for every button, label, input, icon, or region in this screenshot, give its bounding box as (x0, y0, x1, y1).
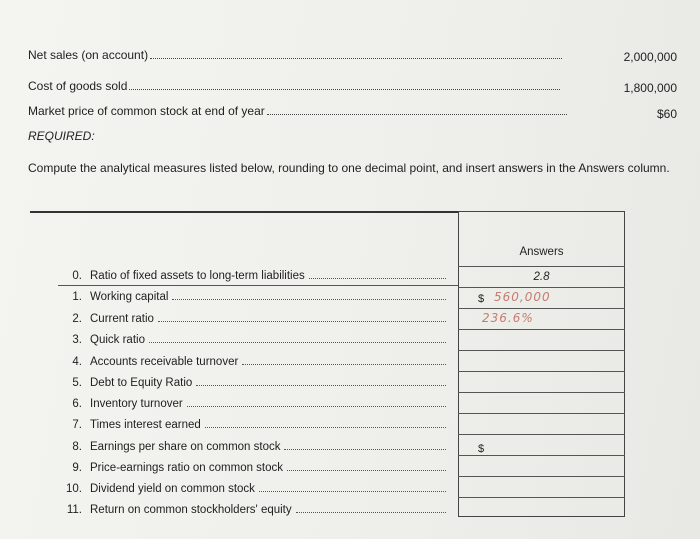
measure-row (58, 270, 446, 282)
row-separator (58, 285, 458, 286)
measure-row (58, 441, 446, 453)
measure-number: 7. (72, 419, 82, 431)
measure-number: 2. (72, 313, 82, 325)
answer-cell-line (458, 392, 625, 393)
answer-cell-line (458, 287, 625, 288)
measure-row (58, 462, 446, 474)
cogs-value: 1,800,000 (623, 81, 677, 95)
measure-label: Dividend yield on common stock (90, 483, 255, 495)
measure-row (58, 334, 446, 346)
measure-label: Debt to Equity Ratio (90, 377, 193, 389)
leader-dots (309, 278, 446, 279)
measure-row (58, 483, 446, 495)
required-heading: REQUIRED: (28, 129, 95, 143)
answer-cell-line (458, 266, 625, 267)
measure-number: 9. (72, 462, 82, 474)
measure-label: Earnings per share on common stock (90, 441, 281, 453)
leader-dots (259, 491, 446, 492)
answer-cell-line (458, 434, 625, 435)
answer-cell-line (458, 413, 625, 414)
measure-row (58, 313, 446, 325)
measure-label: Price-earnings ratio on common stock (90, 462, 284, 474)
leader-dots (267, 114, 567, 115)
answer-cell-line (458, 497, 625, 498)
cogs-label: Cost of goods sold (28, 79, 128, 93)
instruction-text: Compute the analytical measures listed below, rounding to one decimal point, and insert answers in the Answers column. (28, 161, 670, 175)
measure-label: Ratio of fixed assets to long-term liabilities (90, 270, 305, 282)
leader-dots (196, 385, 446, 386)
net-sales-value: 2,000,000 (623, 50, 677, 64)
measure-number: 5. (72, 377, 82, 389)
leader-dots (242, 364, 446, 365)
measure-row (58, 504, 446, 516)
answer-cell-line (458, 371, 625, 372)
market-price-value: $60 (656, 107, 677, 121)
leader-dots (172, 299, 446, 300)
measure-label: Inventory turnover (90, 398, 183, 410)
measure-label: Times interest earned (90, 419, 201, 431)
leader-dots (158, 321, 446, 322)
measure-number: 4. (72, 356, 82, 368)
measure-label: Quick ratio (90, 334, 145, 346)
measure-row (58, 377, 446, 389)
measure-number: 0. (72, 270, 82, 282)
answer-cell-line (458, 350, 625, 351)
leader-dots (150, 58, 562, 59)
answer-ratio-fixed-assets: 2.8 (533, 271, 550, 283)
market-price-label: Market price of common stock at end of year (28, 104, 265, 118)
leader-dots (149, 342, 446, 343)
measure-label: Accounts receivable turnover (90, 356, 239, 368)
answer-cell-line (458, 476, 625, 477)
measure-label: Return on common stockholders' equity (90, 504, 292, 516)
measure-number: 1. (72, 291, 82, 303)
answer-cell-line (458, 329, 625, 330)
answers-header: Answers (519, 246, 564, 258)
leader-dots (296, 512, 446, 513)
measure-label: Working capital (90, 291, 169, 303)
leader-dots (187, 406, 446, 407)
net-sales-line (28, 48, 562, 62)
measure-row (58, 419, 446, 431)
answer-working-capital: 560,000 (494, 290, 551, 304)
leader-dots (287, 470, 446, 471)
net-sales-label: Net sales (on account) (28, 48, 149, 62)
answer-cell-line (458, 455, 625, 456)
measure-number: 3. (72, 334, 82, 346)
measure-row (58, 398, 446, 410)
measure-label: Current ratio (90, 313, 154, 325)
measure-number: 10. (66, 483, 82, 495)
table-top-rule (30, 211, 458, 213)
dollar-sign: $ (478, 443, 485, 455)
cogs-line (28, 79, 560, 93)
measure-number: 11. (66, 504, 82, 516)
leader-dots (205, 427, 446, 428)
dollar-sign: $ (478, 293, 485, 305)
measure-number: 8. (72, 441, 82, 453)
market-price-line (28, 104, 567, 118)
measure-row (58, 291, 446, 303)
answer-cell-line (458, 308, 625, 309)
measure-number: 6. (72, 398, 82, 410)
leader-dots (129, 89, 560, 90)
answer-current-ratio: 236.6% (482, 311, 534, 325)
leader-dots (284, 449, 446, 450)
measure-row (58, 356, 446, 368)
